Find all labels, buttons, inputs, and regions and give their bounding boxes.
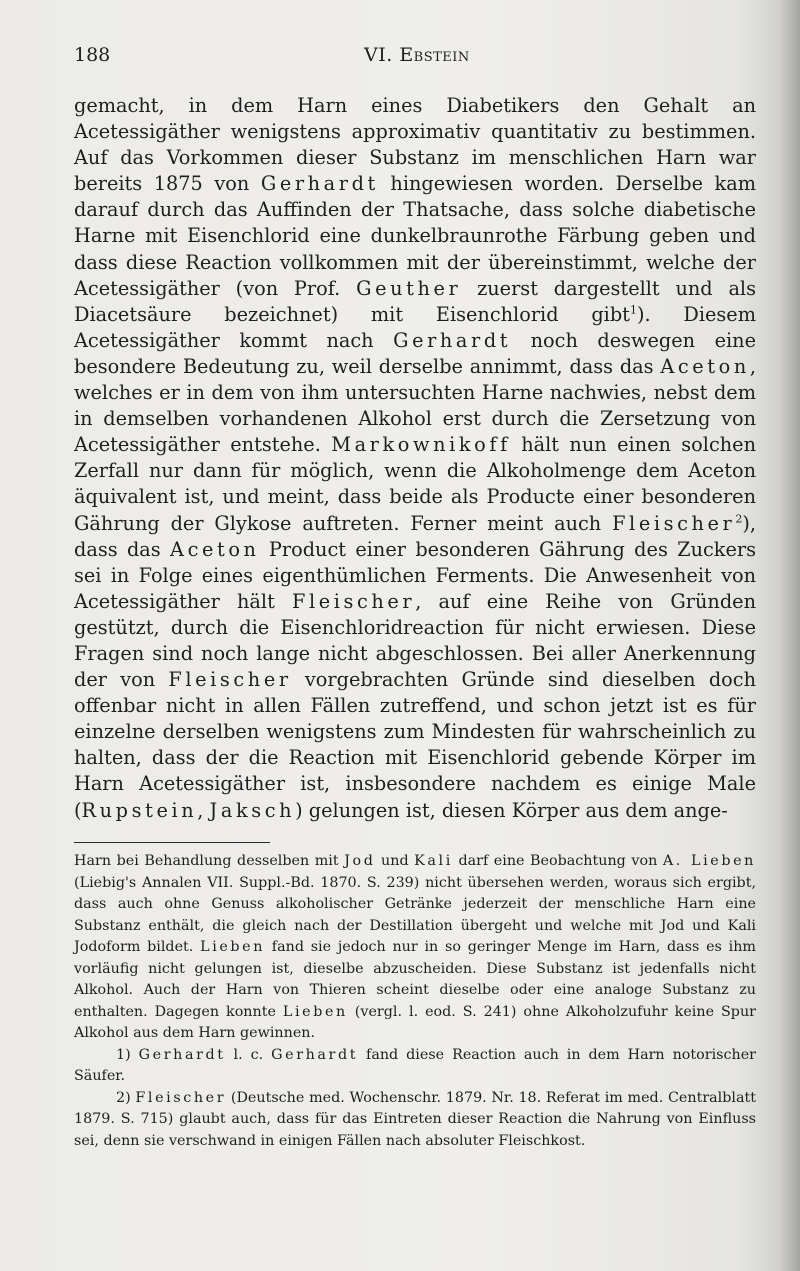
text-run: fand sie jedoch nur in so geringer Menge im Harn, dass es ihm vorläufig nicht gelungen ist, dieselbe abzuscheiden. Diese Substanz ist jedenfalls nicht Alkohol. Auch der Harn von Thieren scheint dieselbe oder eine analoge Substanz zu enthalten. Dagegen konnte [74,939,756,1020]
footnote-continuation [74,851,756,1045]
text-run: hingewiesen worden. Derselbe kam darauf durch das Auffinden der Thatsache, dass solche diabetische Harne mit Eisenchlorid eine dunkelbraunrothe Färbung geben und dass diese Reaction vollkommen mit der übereinstimmt, welche der Acetessigäther (von Prof. [74,172,756,300]
text-run: , [197,798,210,822]
text-run: (vergl. l. eod. S. 241) ohne Alkoholzufuhr keine Spur Alkohol aus dem Harn gewinnen. [74,1003,757,1041]
footnote-number: 2) [116,1089,136,1106]
author-name: Lieben [282,1003,348,1020]
author-name: Geuther [356,276,462,300]
footnote-number: 1) [116,1046,139,1063]
text-run: ), dass das [74,511,756,561]
running-head-author: Ebstein [399,44,470,66]
footnote-2 [74,1088,756,1153]
author-name: Gerhardt [271,1046,359,1063]
text-run: , welches er in dem von ihm untersuchten Harne nachwies, nebst dem in demselben vorhandenen Alkohol erst durch die Zersetzung von Acetessigäther entstehe. [74,354,756,457]
text-run: , auf eine Reihe von Gründen gestützt, durch die Eisenchloridreaction für nicht erwiesen. Diese Fragen sind noch lange nicht abgeschlossen. Bei aller Anerkennung der von [74,589,756,692]
author-name: Jaksch [209,798,296,822]
text-run: ) gelungen ist, diesen Körper aus dem ange- [295,798,728,822]
author-name: Gerhardt [138,1046,226,1063]
author-name: Fleischer [291,589,416,613]
text-run: l. c. [225,1046,272,1063]
text-run: gemacht, in dem Harn eines Diabetikers den Gehalt an Acetessigäther wenigstens approximativ quantitativ zu bestimmen. Auf das Vorkommen dieser Substanz im menschlichen Harn war bereits 1875 von [74,94,756,196]
text-run: (Deutsche med. Wochenschr. 1879. Nr. 18. Referat im med. Centralblatt 1879. S. 715) glaubt auch, dass für das Eintreten dieser Reaction die Nahrung von Einfluss sei, denn sie verschwand in einigen Fällen nach absoluter Fleischkost. [74,1089,756,1149]
page-edge-shadow [778,0,800,1271]
text-run: darf eine Beobachtung von [452,853,663,869]
author-name: A. Lieben [662,853,756,869]
emphasized-term: Kali [414,853,453,869]
text-run: noch deswegen eine besondere Bedeutung zu, weil derselbe annimmt, dass das [74,328,756,378]
emphasized-term: Aceton [170,537,260,561]
text-run: vorgebrachten Gründe sind dieselben doch offenbar nicht in allen Fällen zutreffend, und schon jetzt ist es für einzelne derselben wenigstens zum Mindesten für wahrscheinlich zu halten, dass der die Reaction mit Eisenchlorid gebende Körper im Harn Acetessigäther ist, insbesondere nachdem es einige Male ( [74,668,756,822]
page-number: 188 [74,44,111,66]
text-run: und [375,853,415,869]
author-name: Gerhardt [260,172,379,196]
text-run: ). Diesem Acetessigäther kommt nach [74,302,756,352]
author-name: Fleischer [168,668,292,692]
footnote-1 [74,1045,756,1088]
author-name: Gerhardt [393,328,512,352]
author-name: Fleischer [135,1089,227,1106]
text-run: hält nun einen solchen Zerfall nur dann für möglich, wenn die Alkoholmenge dem Aceton äquivalent ist, und meint, dass beide als Producte einer besonderen Gährung der Glykose auftreten. Ferner meint auch [74,433,756,535]
footnote-separator [74,842,270,843]
main-paragraph [74,93,756,824]
author-name: Lieben [200,939,266,955]
author-name: Fleischer [612,511,736,535]
text-run: Product einer besonderen Gährung des Zuckers sei in Folge eines eigenthümlichen Ferments. Die Anwesenheit von Acetessigäther hält [74,537,756,613]
main-text [74,93,756,824]
text-run: zuerst dargestellt und als Diacetsäure bezeichnet) mit Eisenchlorid gibt [74,276,756,326]
emphasized-term: Jod [344,853,376,869]
author-name: Markownikoff [331,433,511,457]
text-run: Harn bei Behandlung desselben mit [74,853,345,869]
running-head [364,44,470,66]
emphasized-term: Aceton [660,354,750,378]
author-name: Rupstein [81,798,198,822]
text-run: (Liebig's Annalen VII. Suppl.-Bd. 1870. S. 239) nicht übersehen werden, woraus sich ergibt, dass auch ohne Genuss alkoholischer Getränke jederzeit der menschliche Harn eine Substanz enthält, die gleich nach der Destillation übergeht und welche mit Jod und Kali Jodoform bildet. [74,874,756,955]
text-run: fand diese Reaction auch in dem Harn notorischer Säufer. [74,1046,757,1084]
footnote-marker: 2 [735,512,743,526]
running-head-prefix: VI. [364,44,400,66]
page-header [74,44,754,74]
footnotes [74,851,756,1152]
footnote-marker: 1 [629,303,637,317]
